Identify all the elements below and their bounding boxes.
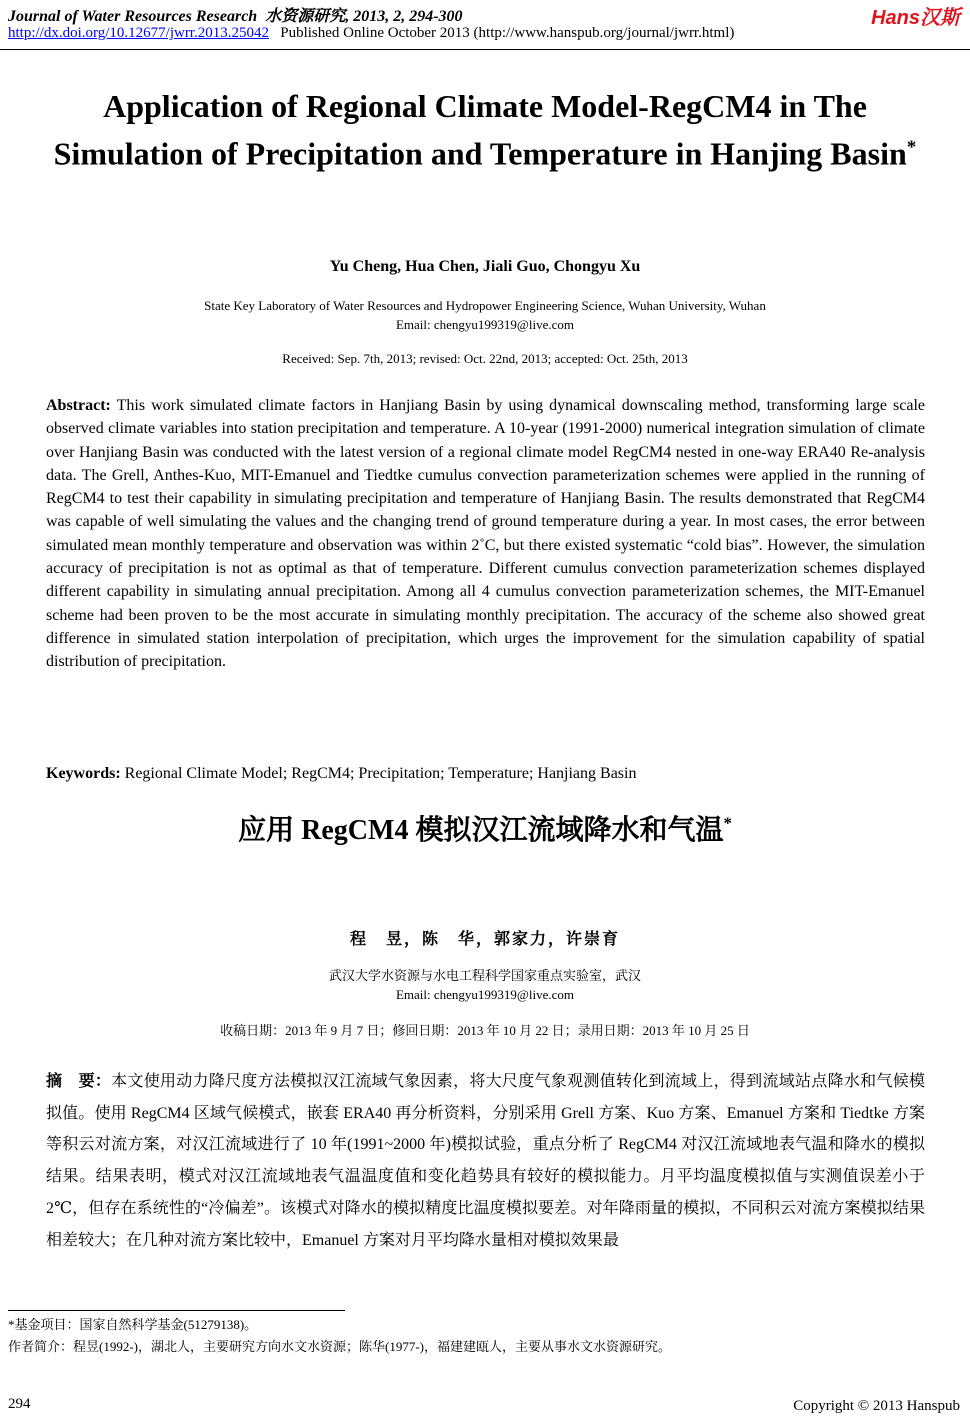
english-abstract: Abstract: This work simulated climate factors in Hanjiang Basin by using dynamical downscaling method, transforming large scale observed climate variables into station precipitation and temperature. A 10-year (1991-2000) numerical integration simulation of climate over Hanjiang Basin was conducted with the latest version of a regional climate model RegCM4 nested in one-way ERA40 Re-analysis data. The Grell, Anthes-Kuo, MIT-Emanuel and Tiedtke cumulus convection parameterization schemes were applied in the running of RegCM4 to test their capability in simulating precipitation and temperature of Hanjiang Basin. The results demonstrated that RegCM4 was capable of well simulating the values and the changing trend of ground temperature during a year. In most cases, the error between simulated mean monthly temperature and observation was within 2˚C, but there existed systematic “cold bias”. However, the simulation accuracy of precipitation is not as optimal as that of temperature. Different cumulus convection parameterization schemes displayed different capability in simulating annual precipitation. Among all 4 cumulus convection parameterization schemes, the MIT-Emanuel scheme had been proven to be the most accurate in simulating monthly precipitation. The accuracy of the scheme also showed great difference in simulated station interpolation of precipitation, which urges the improvement for the simulation capability of spatial distribution of precipitation. bbox=[46, 397, 926, 671]
english-title: Application of Regional Climate Model-RegCM4 in The Simulation of Precipitation and Temperature in Hanjing Basin* bbox=[53, 88, 917, 172]
received-dates: Received: Sep. 7th, 2013; revised: Oct. 22nd, 2013; accepted: Oct. 25th, 2013 bbox=[282, 351, 688, 366]
page-number: 294 bbox=[8, 1396, 31, 1412]
copyright: Copyright © 2013 Hanspub bbox=[793, 1398, 960, 1414]
footnote-fund: *基金项目：国家自然科学基金(51279138)。 bbox=[8, 1317, 258, 1332]
footnote-authors: 作者简介：程昱(1992-)，湖北人，主要研究方向水文水资源；陈华(1977-)，福建建瓯人，主要从事水文水资源研究。 bbox=[8, 1339, 671, 1354]
chinese-affiliation: 武汉大学水资源与水电工程科学国家重点实验室，武汉 Email: chengyu199319@live.com bbox=[328, 968, 641, 1002]
doi-link[interactable]: http://dx.doi.org/10.12677/jwrr.2013.25042 bbox=[8, 25, 269, 41]
english-affiliation: State Key Laboratory of Water Resources and Hydropower Engineering Science, Wuhan University, Wuhan Email: chengyu199319@live.com bbox=[204, 298, 766, 332]
chinese-authors: 程 昱，陈 华，郭家力，许崇育 bbox=[349, 931, 620, 948]
chinese-title: 应用 RegCM4 模拟汉江流域降水和气温* bbox=[238, 813, 732, 846]
publication-line: http://dx.doi.org/10.12677/jwrr.2013.25042 Published Online October 2013 (http://www.hanspub.org/journal/jwrr.html) bbox=[8, 25, 735, 41]
header-divider bbox=[0, 49, 970, 50]
chinese-abstract: 摘 要：本文使用动力降尺度方法模拟汉江流域气象因素，将大尺度气象观测值转化到流域上，得到流域站点降水和气候模拟值。使用 RegCM4 区域气候模式，嵌套 ERA40 再分析资料，分别采用 Grell 方案、Kuo 方案、Emanuel 方案和 Tiedtke 方案等积云对流方案，对汉江流域进行了 10 年(1991~2000 年)模拟试验，重点分析了 RegCM4 对汉江流域地表气温和降水的模拟结果。结果表明，模式对汉江流域地表气温温度值和变化趋势具有较好的模拟能力。月平均温度模拟值与实测值误差小于 2℃，但存在系统性的“冷偏差”。该模式对降水的模拟精度比温度模拟要差。对年降雨量的模拟，不同积云对流方案模拟结果相差较大；在几种对流方案比较中，Emanuel 方案对月平均降水量相对模拟效果最 bbox=[46, 1073, 925, 1249]
english-authors: Yu Cheng, Hua Chen, Jiali Guo, Chongyu Xu bbox=[329, 258, 641, 275]
journal-header: Journal of Water Resources Research 水资源研究, 2013, 2, 294-300 bbox=[8, 8, 463, 25]
hans-logo: Hans汉斯 bbox=[871, 7, 960, 29]
english-keywords: Keywords: Regional Climate Model; RegCM4; Precipitation; Temperature; Hanjiang Basin bbox=[46, 765, 637, 782]
chinese-dates: 收稿日期：2013 年 9 月 7 日；修回日期：2013 年 10 月 22 日；录用日期：2013 年 10 月 25 日 bbox=[220, 1023, 750, 1038]
footnote-divider bbox=[8, 1310, 345, 1311]
